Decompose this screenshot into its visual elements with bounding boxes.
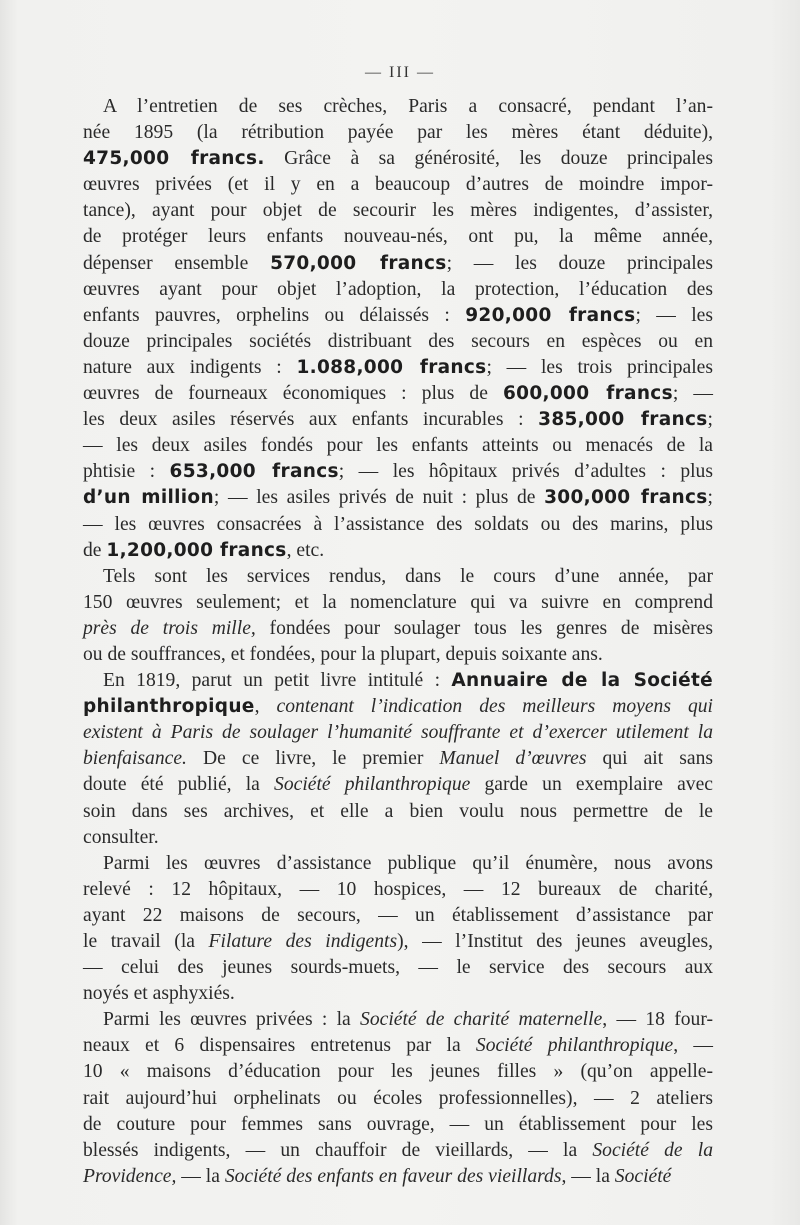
text-run: ; — les douze principales xyxy=(446,252,713,274)
bold-amount: d’un million xyxy=(83,487,214,509)
text-run: de xyxy=(83,539,107,561)
text-line xyxy=(83,955,713,981)
text-run: — la xyxy=(176,1165,225,1187)
text-run: relevé : 12 hôpitaux, — 10 hospices, — 12 bureaux de charité, xyxy=(83,878,713,900)
text-run: soin dans ses archives, et elle a bien voulu nous permettre de le xyxy=(83,800,713,822)
text-line xyxy=(83,251,713,277)
text-line xyxy=(83,1007,713,1033)
text-run: 10 « maisons d’éducation pour les jeunes filles » (qu’on appelle- xyxy=(83,1061,713,1083)
text-run: ), — l’Institut des jeunes aveugles, xyxy=(397,931,713,952)
text-line xyxy=(83,642,713,668)
text-line xyxy=(83,1164,713,1190)
text-line xyxy=(83,1112,713,1138)
italic-title: Société philanthropique xyxy=(274,774,471,796)
text-line xyxy=(83,877,713,903)
text-run: nature aux indigents : xyxy=(83,356,297,378)
text-run: les deux asiles réservés aux enfants incurables : xyxy=(83,409,539,431)
text-line xyxy=(83,668,713,694)
text-line xyxy=(83,407,713,433)
text-run: le travail (la xyxy=(83,931,209,952)
bold-amount: 1,200,000 francs xyxy=(106,539,287,561)
text-line xyxy=(83,277,713,303)
text-run: œuvres ayant pour objet l’adoption, la protection, l’éducation des xyxy=(83,278,713,300)
text-line xyxy=(83,694,713,720)
italic-title: contenant l’indication des meilleurs moyens qui xyxy=(276,696,713,718)
text-run: ; — les asiles privés de nuit : plus de xyxy=(213,487,545,509)
text-line xyxy=(83,616,713,642)
text-run: — celui des jeunes sourds-muets, — le service des secours aux xyxy=(83,957,713,979)
text-run: Grâce à sa générosité, les douze principales xyxy=(264,148,713,170)
text-line xyxy=(83,903,713,929)
text-line xyxy=(83,512,713,538)
text-run: dépenser ensemble xyxy=(83,252,271,274)
bold-amount: 475,000 francs. xyxy=(83,148,265,170)
text-run: , — 18 four- xyxy=(602,1009,713,1031)
italic-title: Société philanthropique xyxy=(475,1035,674,1057)
text-run: tance), ayant pour objet de secourir les mères indigentes, d’assister, xyxy=(83,200,713,222)
bold-amount: Annuaire de la Société xyxy=(451,670,714,692)
bold-amount: 570,000 francs xyxy=(270,252,447,274)
italic-title: bienfaisance. xyxy=(83,748,187,770)
text-run: ; xyxy=(707,409,713,431)
body-text xyxy=(83,94,713,1190)
text-line xyxy=(83,538,713,564)
paragraph xyxy=(83,1007,713,1190)
text-line xyxy=(83,1086,713,1112)
text-run: ; — les hôpitaux privés d’adultes : plus xyxy=(338,461,713,483)
text-line xyxy=(83,772,713,798)
text-run: , — la xyxy=(561,1165,615,1187)
text-run: Parmi les œuvres privées : la xyxy=(103,1009,361,1031)
text-run: phtisie : xyxy=(83,461,170,483)
text-run: doute été publié, la xyxy=(83,774,275,796)
text-run: de protéger leurs enfants nouveau-nés, ont pu, la même année, xyxy=(83,226,713,248)
paragraph xyxy=(83,668,713,851)
text-line xyxy=(83,720,713,746)
italic-title: près de trois mille, xyxy=(83,617,256,639)
text-line xyxy=(83,564,713,590)
text-line xyxy=(83,1033,713,1059)
text-line xyxy=(83,851,713,877)
italic-title: Société de charité maternelle xyxy=(360,1009,603,1031)
text-run: blessés indigents, — un chauffoir de vieillards, — la xyxy=(83,1139,593,1161)
text-run: , xyxy=(254,696,277,718)
text-line xyxy=(83,1059,713,1085)
text-line xyxy=(83,94,713,120)
page-number: — III — xyxy=(365,64,435,81)
text-run: ou de souffrances, et fondées, pour la plupart, depuis soixante ans. xyxy=(83,643,603,665)
text-run: Tels sont les services rendus, dans le cours d’une année, par xyxy=(103,565,713,587)
paragraph xyxy=(83,94,713,564)
text-run: ; — xyxy=(672,383,713,405)
text-run: , etc. xyxy=(286,539,325,561)
text-line xyxy=(83,303,713,329)
text-run: — les deux asiles fondés pour les enfants atteints ou menacés de la xyxy=(83,435,713,457)
text-run: ; — les xyxy=(635,304,713,326)
text-line xyxy=(83,198,713,224)
text-line xyxy=(83,1138,713,1164)
text-run: Parmi les œuvres d’assistance publique qu’il énumère, nous avons xyxy=(103,852,713,874)
bold-amount: 300,000 francs xyxy=(544,487,708,509)
paragraph xyxy=(83,851,713,1008)
text-line xyxy=(83,485,713,511)
paragraph xyxy=(83,564,713,668)
text-run: A l’entretien de ses crèches, Paris a consacré, pendant l’an- xyxy=(103,96,713,117)
text-run: douze principales sociétés distribuant des secours en espèces ou en xyxy=(83,330,713,352)
text-line xyxy=(83,825,713,851)
text-run: œuvres privées (et il y en a beaucoup d’autres de moindre impor- xyxy=(83,174,713,196)
text-line xyxy=(83,746,713,772)
text-run: 150 œuvres seulement; et la nomenclature qui va suivre en comprend xyxy=(83,591,713,613)
text-run: ; — les trois principales xyxy=(486,356,713,378)
bold-amount: philanthropique xyxy=(83,696,255,718)
text-line xyxy=(83,929,713,955)
bold-amount: 653,000 francs xyxy=(169,461,339,483)
bold-amount: 600,000 francs xyxy=(503,383,673,405)
italic-title: Société des enfants en faveur des vieillards xyxy=(224,1165,562,1187)
text-run: fondées pour soulager tous les genres de misères xyxy=(255,617,713,639)
italic-title: existent à Paris de soulager l’humanité souffrante et d’exercer utilement la xyxy=(83,722,713,744)
text-run: ayant 22 maisons de secours, — un établissement d’assistance par xyxy=(83,904,713,926)
text-run: qui ait sans xyxy=(586,748,714,770)
text-run: rait aujourd’hui orphelinats ou écoles professionnelles), — 2 ateliers xyxy=(83,1087,713,1109)
text-line xyxy=(83,224,713,250)
text-run: de couture pour femmes sans ouvrage, — un établissement pour les xyxy=(83,1113,713,1135)
text-line xyxy=(83,433,713,459)
text-line xyxy=(83,120,713,146)
text-line xyxy=(83,381,713,407)
text-run: En 1819, parut un petit livre intitulé : xyxy=(103,670,452,692)
text-line xyxy=(83,172,713,198)
text-line xyxy=(83,146,713,172)
text-line xyxy=(83,981,713,1007)
text-run: noyés et asphyxiés. xyxy=(83,983,235,1005)
text-run: — les œuvres consacrées à l’assistance des soldats ou des marins, plus xyxy=(83,513,713,535)
text-run: œuvres de fourneaux économiques : plus de xyxy=(83,383,503,405)
text-run: née 1895 (la rétribution payée par les mères étant déduite), xyxy=(83,122,713,144)
text-line xyxy=(83,329,713,355)
text-run: ; xyxy=(707,487,713,509)
italic-title: Providence, xyxy=(83,1165,177,1187)
text-line xyxy=(83,355,713,381)
italic-title: Filature des indigents xyxy=(208,931,398,952)
text-line xyxy=(83,590,713,616)
bold-amount: 385,000 francs xyxy=(538,409,708,431)
italic-title: Manuel d’œuvres xyxy=(439,748,587,770)
bold-amount: 920,000 francs xyxy=(465,304,636,326)
text-run: enfants pauvres, orphelins ou délaissés : xyxy=(83,304,466,326)
italic-title: Société de la xyxy=(592,1139,714,1161)
text-line xyxy=(83,459,713,485)
bold-amount: 1.088,000 francs xyxy=(296,356,487,378)
italic-title: Société xyxy=(614,1165,672,1187)
text-run: garde un exemplaire avec xyxy=(470,774,713,796)
text-run: consulter. xyxy=(83,826,159,848)
text-run: , — xyxy=(673,1035,713,1057)
text-run: De ce livre, le premier xyxy=(186,748,440,770)
text-line xyxy=(83,799,713,825)
text-run: neaux et 6 dispensaires entretenus par la xyxy=(83,1035,476,1057)
